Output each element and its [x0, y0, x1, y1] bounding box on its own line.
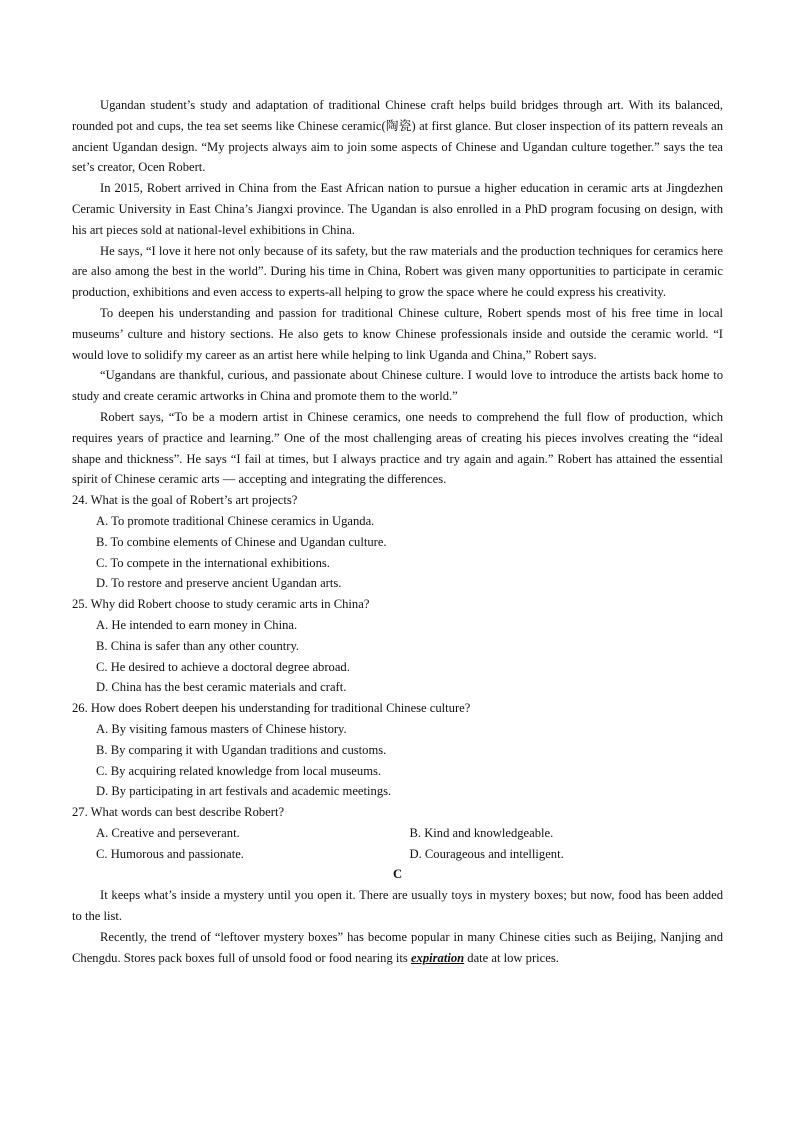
option-c: C. He desired to achieve a doctoral degree abroad.: [96, 659, 350, 674]
option-d: D. Courageous and intelligent.: [409, 846, 564, 861]
question-stem: 24. What is the goal of Robert’s art projects?: [72, 493, 298, 508]
page-content: [72, 95, 723, 968]
option-b: B. Kind and knowledgeable.: [409, 825, 554, 840]
passage-b-paragraph-4: To deepen his understanding and passion for traditional Chinese culture, Robert spends most of his free time in local museums’ culture and history sections. He also gets to know Chinese professionals inside and outside the ceramic world. “I would love to solidify my career as an artist here while helping to link Uganda and China,” Robert says.: [72, 305, 723, 362]
option-row: [72, 823, 723, 844]
passage-b-paragraph-2: In 2015, Robert arrived in China from the East African nation to pursue a higher education in ceramic arts at Jingdezhen Ceramic University in East China’s Jiangxi province. The Ugandan is also enrolled in a PhD program focusing on design, with his art pieces sold at national-level exhibitions in China.: [72, 181, 723, 237]
text-segment: Recently, the trend of “leftover mystery boxes” has become popular in many Chinese cities such as Beijing, Nanjing and Chengdu. Stores pack boxes full of unsold food or food nearing its: [72, 929, 723, 965]
passage-b-paragraph-1: Ugandan student’s study and adaptation of traditional Chinese craft helps build bridges through art. With its balanced, rounded pot and cups, the tea set seems like Chinese ceramic(陶瓷) at first glance. But closer inspection of its pattern reveals an ancient Ugandan design. “My projects always aim to join some aspects of Chinese and Ugandan culture together.” says the tea set’s creator, Ocen Robert.: [72, 98, 723, 175]
option-d: D. China has the best ceramic materials and craft.: [96, 680, 347, 695]
text-segment: date at low prices.: [464, 950, 559, 965]
passage-b-paragraph-5: “Ugandans are thankful, curious, and passionate about Chinese culture. I would love to introduce the artists back home to study and create ceramic artworks in China and promote them to the world.”: [72, 368, 723, 404]
question-stem: 27. What words can best describe Robert?: [72, 805, 285, 820]
question-27: [72, 802, 723, 864]
passage-c-paragraph-1: It keeps what’s inside a mystery until you open it. There are usually toys in mystery boxes; but now, food has been added to the list.: [72, 888, 723, 924]
passage-b-paragraph-3: He says, “I love it here not only because of its safety, but the raw materials and the production techniques for ceramics here are also among the best in the world”. During his time in China, Robert was given many opportunities to participate in ceramic production, exhibitions and even access to experts-all helping to grow the space where he could express his creativity.: [72, 243, 723, 300]
option-b: B. China is safer than any other country.: [96, 638, 300, 653]
section-heading-c: C: [392, 867, 403, 882]
option-c: C. Humorous and passionate.: [96, 846, 244, 861]
question-26: [72, 698, 723, 802]
option-a: A. By visiting famous masters of Chinese history.: [96, 721, 347, 736]
question-25: [72, 594, 723, 698]
option-b: B. To combine elements of Chinese and Ugandan culture.: [96, 534, 387, 549]
keyword-expiration: expiration: [410, 950, 465, 965]
option-a: A. To promote traditional Chinese ceramics in Uganda.: [96, 513, 375, 528]
passage-b-paragraph-6: Robert says, “To be a modern artist in Chinese ceramics, one needs to comprehend the full flow of production, which requires years of practice and learning.” One of the most challenging areas of creating his pieces involves creating the “ideal shape and thickness”. He says “I fail at times, but I always practice and try again and again.” Robert has attained the essential spirit of Chinese ceramic arts — accepting and integrating the differences.: [72, 409, 723, 487]
passage-c-paragraph-2: [72, 927, 723, 969]
option-c: C. By acquiring related knowledge from local museums.: [96, 763, 382, 778]
option-b: B. By comparing it with Ugandan traditions and customs.: [96, 742, 387, 757]
option-row: [72, 844, 723, 865]
question-24: [72, 490, 723, 594]
question-stem: 25. Why did Robert choose to study ceramic arts in China?: [72, 597, 370, 612]
option-d: D. By participating in art festivals and academic meetings.: [96, 784, 392, 799]
option-c: C. To compete in the international exhibitions.: [96, 555, 330, 570]
option-d: D. To restore and preserve ancient Ugandan arts.: [96, 576, 342, 591]
option-a: A. Creative and perseverant.: [96, 825, 240, 840]
question-stem: 26. How does Robert deepen his understanding for traditional Chinese culture?: [72, 701, 471, 716]
option-a: A. He intended to earn money in China.: [96, 617, 298, 632]
